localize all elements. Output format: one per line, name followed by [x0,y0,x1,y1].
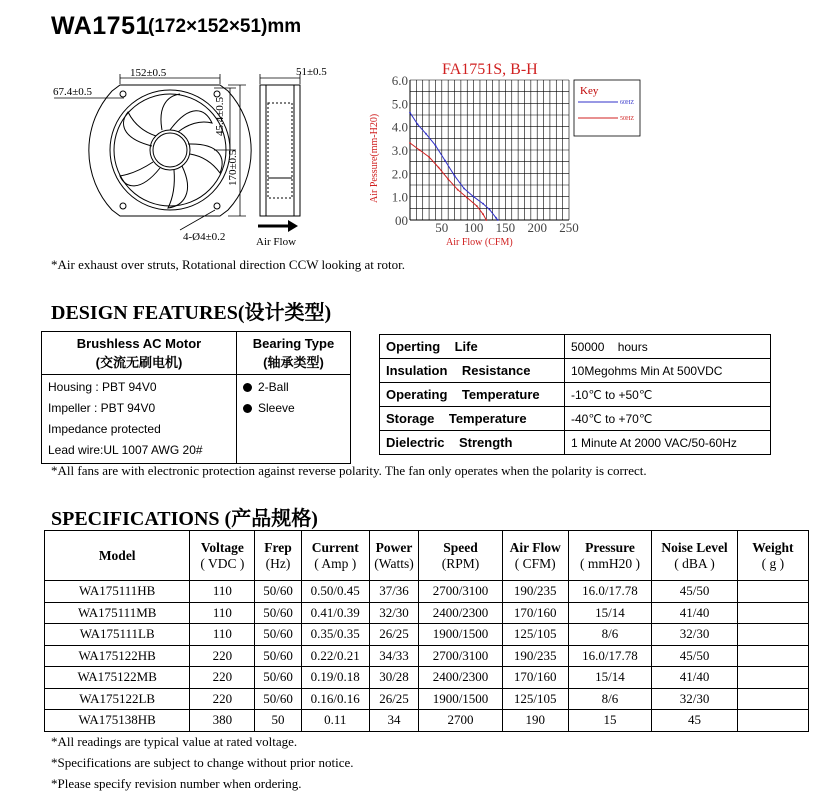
data-point [409,112,411,114]
data-point [435,144,437,146]
data-point [417,123,419,125]
y-tick-label: 1.0 [391,189,408,205]
airflow-arrow-icon [258,220,298,232]
spec-cell: 170/160 [502,667,568,689]
property-row: Operating Temperature -10℃ to +50℃ [380,383,771,407]
data-point [409,142,411,144]
spec-cell: 170/160 [502,602,568,624]
property-row: Storage Temperature -40℃ to +70℃ [380,407,771,431]
legend-title: Key [580,85,599,97]
exhaust-note: *Air exhaust over struts, Rotational direction CCW looking at rotor. [51,257,405,272]
spec-cell: 16.0/17.78 [568,581,652,603]
property-row: Insulation Resistance 10Megohms Min At 500VDC [380,359,771,383]
spec-cell: 26/25 [369,624,418,646]
spec-cell: 15/14 [568,667,652,689]
spec-col-header: Frep (Hz) [255,531,301,581]
legend-label: 50HZ [620,116,634,122]
impedance-note: Impedance protected [48,422,161,436]
spec-col-header: Weight ( g ) [737,531,808,581]
footer-note-changes: *Specifications are subject to change without prior notice. [51,755,354,770]
spec-cell: 190/235 [502,645,568,667]
spec-col-header: Voltage ( VDC ) [190,531,255,581]
spec-cell: 26/25 [369,688,418,710]
spec-cell [737,624,808,646]
y-tick-label: 4.0 [391,119,408,135]
spec-col-header: Pressure ( mmH20 ) [568,531,652,581]
data-point [457,189,459,191]
spec-header-row [45,531,809,581]
data-point [473,196,475,198]
spec-cell: 45/50 [652,645,738,667]
spec-cell: WA175111LB [45,624,190,646]
data-point [447,178,449,180]
spec-cell: 220 [190,688,255,710]
bearing-option-ball: 2-Ball [243,377,344,398]
spec-cell [737,645,808,667]
mechanical-drawing [40,58,360,253]
spec-cell: 0.41/0.39 [301,602,369,624]
spec-cell: 8/6 [568,688,652,710]
x-tick-label: 50 [435,220,449,235]
spec-cell: 45 [652,710,738,732]
spec-cell: WA175122MB [45,667,190,689]
bullet-icon [243,383,252,392]
spec-col-header: Speed (RPM) [419,531,503,581]
material-housing: Housing : PBT 94V0 [48,380,157,394]
spec-cell: 30/28 [369,667,418,689]
footer-note-revision: *Please specify revision number when ordering. [51,776,302,791]
spec-cell [737,602,808,624]
specifications-table [44,530,809,732]
properties-table [379,334,771,455]
spec-col-header: Current ( Amp ) [301,531,369,581]
x-axis-label: Air Flow (CFM) [446,237,513,248]
y-tick-label: 6.0 [391,73,408,88]
spec-cell: WA175122LB [45,688,190,710]
spec-cell: 1900/1500 [419,624,503,646]
spec-col-header: Model [45,531,190,581]
spec-cell: 41/40 [652,602,738,624]
data-point [482,203,484,205]
data-point [428,156,430,158]
spec-cell: 34 [369,710,418,732]
spec-cell: 0.16/0.16 [301,688,369,710]
spec-row [45,710,809,732]
bearing-option-sleeve: Sleeve [243,398,344,419]
dim-holes-label: 4-Ø4±0.2 [183,231,226,243]
dim-corner-label: 67.4±0.5 [53,86,93,98]
data-point [485,219,487,221]
spec-col-header: Air Flow ( CFM) [502,531,568,581]
material-impeller: Impeller : PBT 94V0 [48,401,156,415]
spec-row [45,624,809,646]
materials-cell [42,375,237,464]
bearing-header: Bearing Type (轴承类型) [237,332,351,375]
spec-cell: 0.11 [301,710,369,732]
specifications-title: SPECIFICATIONS (产品规格) [51,508,318,530]
dim-height-label: 170±0.5 [227,149,239,186]
y-tick-label: 5.0 [391,96,408,112]
spec-row [45,667,809,689]
spec-cell: 0.50/0.45 [301,581,369,603]
spec-cell: 2400/2300 [419,667,503,689]
design-features-title: DESIGN FEATURES(设计类型) [51,302,332,324]
x-tick-label: 250 [559,220,579,235]
spec-cell: 32/30 [369,602,418,624]
spec-cell [737,688,808,710]
spec-cell: 15 [568,710,652,732]
chart-title: FA1751S, B-H [442,61,538,78]
spec-cell: 8/6 [568,624,652,646]
spec-cell [737,581,808,603]
spec-cell: 110 [190,581,255,603]
spec-cell: 125/105 [502,624,568,646]
spec-cell: 16.0/17.78 [568,645,652,667]
spec-cell: 2700/3100 [419,645,503,667]
spec-cell: 34/33 [369,645,418,667]
data-point [476,205,478,207]
spec-cell: 32/30 [652,624,738,646]
dim-half-label: 45.4±0.5 [214,96,226,136]
pressure-flow-chart [366,58,641,253]
fan-side-view [260,85,300,216]
model-dimensions: (172×152×51)mm [148,16,302,37]
property-row: Dielectric Strength 1 Minute At 2000 VAC/50-60Hz [380,431,771,455]
spec-cell: 32/30 [652,688,738,710]
legend-label: 60HZ [620,100,634,106]
spec-cell: 2700 [419,710,503,732]
data-point [495,217,497,219]
spec-cell: 220 [190,645,255,667]
spec-cell: 1900/1500 [419,688,503,710]
x-tick-label: 100 [463,220,484,235]
spec-cell: 110 [190,602,255,624]
data-point [482,213,484,215]
data-point [454,175,456,177]
spec-cell: 15/14 [568,602,652,624]
y-tick-label: 2.0 [391,166,408,182]
spec-cell: WA175111MB [45,602,190,624]
polarity-note: *All fans are with electronic protection against reverse polarity. The fan only operates when the polarity is correct. [51,463,647,478]
spec-cell: 50 [255,710,301,732]
spec-cell: 380 [190,710,255,732]
spec-cell: 190 [502,710,568,732]
x-tick-label: 200 [527,220,547,235]
spec-row [45,581,809,603]
y-tick-label: 00 [395,213,408,228]
spec-cell: 110 [190,624,255,646]
spec-cell: 220 [190,667,255,689]
spec-cell: WA175122HB [45,645,190,667]
spec-cell: 41/40 [652,667,738,689]
spec-row [45,602,809,624]
spec-cell: 50/60 [255,645,301,667]
data-point [463,188,465,190]
spec-cell [737,710,808,732]
data-point [489,209,491,211]
spec-row [45,645,809,667]
property-row: Operting Life 50000 hours [380,335,771,359]
dim-depth-label: 51±0.5 [296,66,327,78]
spec-cell: 0.19/0.18 [301,667,369,689]
spec-cell: 2400/2300 [419,602,503,624]
spec-cell: WA175138HB [45,710,190,732]
spec-cell: 50/60 [255,581,301,603]
airflow-label: Air Flow [256,236,297,248]
motor-header: Brushless AC Motor (交流无刷电机) [42,332,237,375]
bullet-icon [243,404,252,413]
footer-note-readings: *All readings are typical value at rated voltage. [51,734,298,749]
spec-row [45,688,809,710]
spec-cell: 45/50 [652,581,738,603]
spec-cell: 50/60 [255,602,301,624]
bearings-cell [237,375,351,464]
dim-width-label: 152±0.5 [130,67,167,79]
data-point [466,197,468,199]
spec-col-header: Noise Level ( dBA ) [652,531,738,581]
lead-wire: Lead wire:UL 1007 AWG 20# [48,443,203,457]
spec-cell: 2700/3100 [419,581,503,603]
model-title: WA1751 [51,12,150,40]
spec-cell: 50/60 [255,667,301,689]
data-point [438,167,440,169]
spec-cell: 0.22/0.21 [301,645,369,667]
y-axis-label: Air Pessure(mm-H20) [369,113,380,203]
spec-col-header: Power (Watts) [369,531,418,581]
data-point [419,149,421,151]
y-tick-label: 3.0 [391,143,408,158]
spec-cell: 190/235 [502,581,568,603]
spec-cell: WA175111HB [45,581,190,603]
series-line-60hz [410,113,498,220]
spec-cell: 125/105 [502,688,568,710]
data-point [425,133,427,135]
spec-cell [737,667,808,689]
spec-cell: 0.35/0.35 [301,624,369,646]
design-features-table [41,331,351,464]
x-tick-label: 150 [495,220,516,235]
spec-cell: 50/60 [255,624,301,646]
spec-cell: 37/36 [369,581,418,603]
data-point [444,160,446,162]
spec-cell: 50/60 [255,688,301,710]
